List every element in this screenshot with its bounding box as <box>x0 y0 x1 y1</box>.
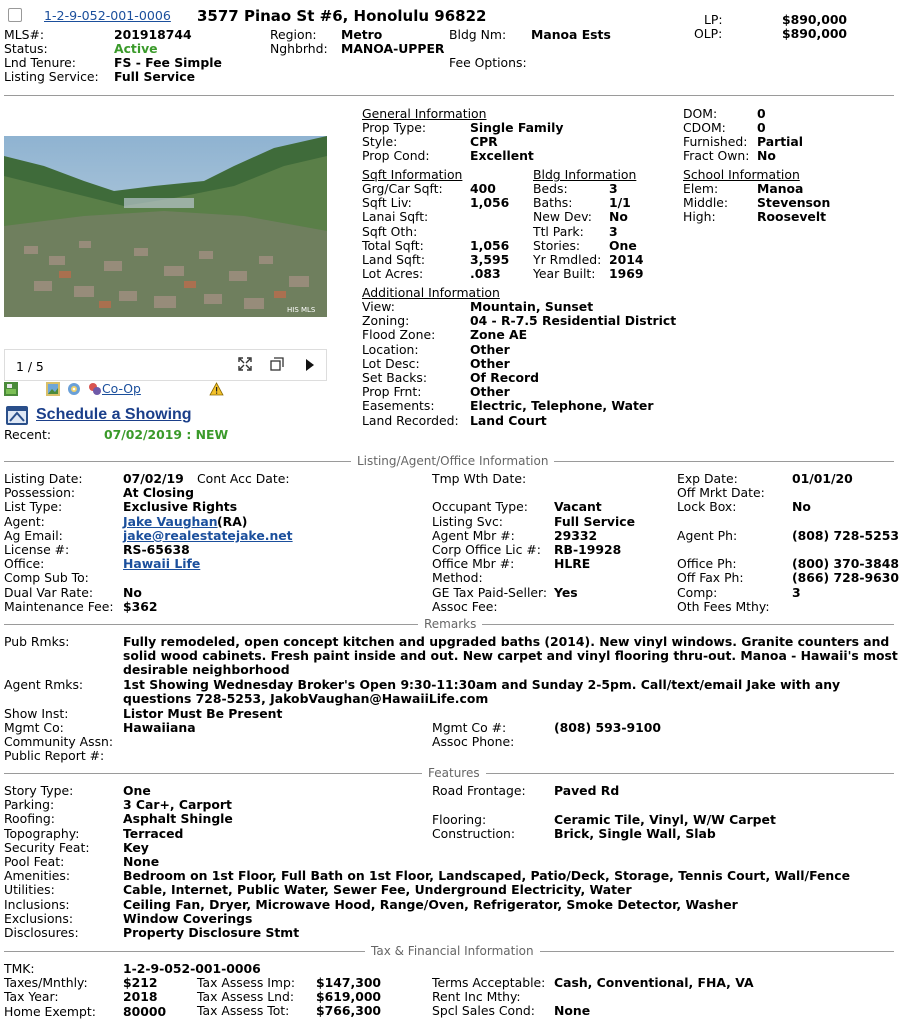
nghbrhd-value: MANOA-UPPER <box>341 41 445 56</box>
field-label: Exclusions: <box>4 910 74 926</box>
mgmt-co-value: Hawaiiana <box>123 720 196 735</box>
field-label: CDOM: <box>683 120 726 135</box>
agent-link[interactable]: Jake Vaughan <box>123 513 218 529</box>
field-label: Agent: <box>4 513 45 529</box>
field-label: Listing Date: <box>4 471 83 486</box>
field-value: Mountain, Sunset <box>470 299 594 314</box>
school-info-title: School Information <box>683 167 800 182</box>
recent-label: Recent: <box>4 427 51 442</box>
coop-link[interactable]: Co-Op <box>102 381 141 396</box>
field-value: No <box>123 584 142 600</box>
field-label: Prop Type: <box>362 120 427 135</box>
field-value: $212 <box>123 975 158 991</box>
field-value: Electric, Telephone, Water <box>470 398 654 414</box>
construction-value: Brick, Single Wall, Slab <box>554 826 716 841</box>
region-value: Metro <box>341 27 383 42</box>
field-label: Story Type: <box>4 783 74 798</box>
field-label: Agent Mbr #: <box>432 527 515 543</box>
general-info-title: General Information <box>362 106 487 121</box>
field-value: 3 <box>609 181 618 196</box>
tenure-label: Lnd Tenure: <box>4 55 76 70</box>
fullscreen-icon[interactable] <box>237 356 253 372</box>
recent-value: 07/02/2019 : NEW <box>104 427 229 442</box>
field-label: Utilities: <box>4 882 55 898</box>
field-value: 1-2-9-052-001-0006 <box>123 961 261 976</box>
field-value: Window Coverings <box>123 910 253 926</box>
field-value: (866) 728-9630 <box>792 570 899 586</box>
field-label: Tax Year: <box>4 989 59 1005</box>
features-section-title: Features <box>422 766 486 780</box>
field-label: Lot Acres: <box>362 266 424 282</box>
mgmt-co-no-label: Mgmt Co #: <box>432 720 507 735</box>
settings-icon[interactable] <box>67 382 81 396</box>
listing-section-title: Listing/Agent/Office Information <box>351 454 554 468</box>
field-value: 1,056 <box>470 195 510 211</box>
field-value: (800) 370-3848 <box>792 556 899 572</box>
field-label: Comp Sub To: <box>4 570 89 586</box>
field-value: Full Service <box>554 513 635 529</box>
mgmt-co-label: Mgmt Co: <box>4 720 64 735</box>
field-label: Security Feat: <box>4 839 90 855</box>
field-label: Grg/Car Sqft: <box>362 181 443 196</box>
show-inst-label: Show Inst: <box>4 706 69 721</box>
select-checkbox[interactable] <box>8 8 22 22</box>
field-value: Other <box>470 355 510 371</box>
field-value: 01/01/20 <box>792 471 853 486</box>
field-label: Inclusions: <box>4 896 70 912</box>
field-label: Possession: <box>4 485 76 501</box>
field-value: Excellent <box>470 148 534 163</box>
mls-value: 201918744 <box>114 27 192 42</box>
warning-icon[interactable] <box>209 382 223 396</box>
field-value: 0 <box>757 106 766 121</box>
field-value: Manoa <box>757 181 804 196</box>
field-label: Elem: <box>683 181 719 196</box>
field-label: Year Built: <box>533 266 596 282</box>
mgmt-co-no-value: (808) 593-9100 <box>554 720 661 735</box>
photo-image <box>4 136 327 317</box>
field-label: Disclosures: <box>4 925 79 940</box>
field-label: Oth Fees Mthy: <box>677 598 770 614</box>
field-label: Off Mrkt Date: <box>677 485 765 501</box>
lp-value: $890,000 <box>782 12 848 27</box>
field-value: One <box>609 237 637 253</box>
field-label: Yr Rmdled: <box>533 252 602 267</box>
pub-remarks-text: Fully remodeled, open concept kitchen and upgraded baths (2014). New vinyl windows. Granite counters and solid wood cabinets. Fresh paint inside and out. New carpet and vinyl flooring thru-out. Manoa - Hawaii's most desirable neighborhood <box>123 634 898 677</box>
road-frontage-value: Paved Rd <box>554 783 620 798</box>
field-label: TMK: <box>4 961 35 976</box>
photo-counter: 1 / 5 <box>16 359 44 374</box>
photo-watermark: HIS MLS <box>287 306 316 314</box>
field-value: 3 <box>792 584 801 600</box>
field-value: No <box>792 499 811 515</box>
service-label: Listing Service: <box>4 69 99 84</box>
header-divider <box>4 95 894 96</box>
field-value: Zone AE <box>470 327 528 343</box>
lp-label: LP: <box>704 12 723 27</box>
field-value: CPR <box>470 134 498 149</box>
field-label: Method: <box>432 570 483 586</box>
cont-acc-label: Cont Acc Date: <box>197 471 290 486</box>
field-value: 04 - R-7.5 Residential District <box>470 313 677 329</box>
field-label: Total Sqft: <box>362 237 424 253</box>
field-value: Partial <box>757 134 803 149</box>
field-label: Comp: <box>677 584 718 600</box>
field-value: 29332 <box>554 527 598 543</box>
field-label: Beds: <box>533 181 568 196</box>
field-value: (808) 728-5253 <box>792 527 899 543</box>
agent-email-link[interactable]: jake@realestatejake.net <box>123 527 293 543</box>
service-value: Full Service <box>114 69 195 84</box>
tenure-value: FS - Fee Simple <box>114 55 222 70</box>
field-value: Single Family <box>470 120 564 135</box>
flooring-label: Flooring: <box>432 812 487 827</box>
field-value: 2018 <box>123 989 158 1005</box>
office-link[interactable]: Hawaii Life <box>123 556 201 572</box>
field-label: Tmp Wth Date: <box>432 471 527 486</box>
additional-info-title: Additional Information <box>362 285 500 300</box>
field-value: Land Court <box>470 412 547 428</box>
field-label: Home Exempt: <box>4 1003 96 1019</box>
field-label: Taxes/Mnthly: <box>4 975 88 991</box>
field-value: 3,595 <box>470 252 510 267</box>
field-value: 400 <box>470 181 496 196</box>
field-label: Occupant Type: <box>432 499 528 515</box>
field-value: 1,056 <box>470 237 510 253</box>
field-value: Ceiling Fan, Dryer, Microwave Hood, Range/Oven, Refrigerator, Smoke Detector, Washer <box>123 896 738 912</box>
field-label: Parking: <box>4 797 55 813</box>
region-label: Region: <box>270 27 317 42</box>
field-label: Agent Ph: <box>677 527 738 543</box>
field-value: HLRE <box>554 556 591 572</box>
sqft-info-title: Sqft Information <box>362 167 463 182</box>
photo-controls <box>4 349 327 381</box>
field-label: Land Sqft: <box>362 252 426 267</box>
field-label: Terms Acceptable: <box>432 975 546 990</box>
field-label: Rent Inc Mthy: <box>432 989 521 1005</box>
field-label: Flood Zone: <box>362 327 436 343</box>
field-label: DOM: <box>683 106 718 121</box>
field-label: View: <box>362 299 395 314</box>
field-label: Tax Assess Tot: <box>197 1003 290 1019</box>
field-label: Sqft Oth: <box>362 223 418 239</box>
field-label: Maintenance Fee: <box>4 598 114 614</box>
field-label: Listing Svc: <box>432 513 503 529</box>
field-suffix: (RA) <box>217 513 248 529</box>
field-value: One <box>123 783 151 798</box>
field-label: Prop Cond: <box>362 148 430 163</box>
field-label: Corp Office Lic #: <box>432 542 541 557</box>
mls-label: MLS#: <box>4 27 45 42</box>
field-value: None <box>123 854 160 869</box>
field-label: Tax Assess Imp: <box>197 975 296 990</box>
field-label: Office: <box>4 556 45 572</box>
field-label: Prop Frnt: <box>362 384 422 400</box>
bldg-value: Manoa Ests <box>531 27 611 42</box>
bldg-info-title: Bldg Information <box>533 167 637 182</box>
field-value: Other <box>470 341 510 357</box>
field-value: 3 Car+, Carport <box>123 797 232 813</box>
field-value: 07/02/19 <box>123 471 184 486</box>
field-label: License #: <box>4 542 70 557</box>
listing-address: 3577 Pinao St #6, Honolulu 96822 <box>197 7 487 25</box>
field-value: 1/1 <box>609 195 631 211</box>
field-value: No <box>609 209 628 225</box>
field-label: Location: <box>362 341 419 357</box>
field-label: Exp Date: <box>677 471 738 486</box>
pub-remarks-label: Pub Rmks: <box>4 634 70 649</box>
road-frontage-label: Road Frontage: <box>432 783 526 798</box>
field-label: Ag Email: <box>4 527 63 543</box>
field-label: Furnished: <box>683 134 748 149</box>
tmk-link[interactable]: 1-2-9-052-001-0006 <box>44 8 171 23</box>
field-label: Tax Assess Lnd: <box>197 989 295 1005</box>
field-label: Assoc Fee: <box>432 598 498 614</box>
field-label: Ttl Park: <box>533 223 584 239</box>
field-label: Easements: <box>362 398 435 414</box>
field-label: Office Ph: <box>677 556 737 572</box>
field-value: RS-65638 <box>123 542 190 557</box>
field-value: $766,300 <box>316 1003 382 1019</box>
schedule-showing-link[interactable]: Schedule a Showing <box>36 406 192 423</box>
field-label: Middle: <box>683 195 729 211</box>
field-label: Set Backs: <box>362 370 427 385</box>
field-label: List Type: <box>4 499 63 515</box>
field-value: Roosevelt <box>757 209 826 225</box>
field-value: RB-19928 <box>554 542 622 557</box>
map-icon[interactable] <box>4 382 18 396</box>
field-label: High: <box>683 209 716 225</box>
agent-remarks-label: Agent Rmks: <box>4 677 84 692</box>
field-label: Fract Own: <box>683 148 750 163</box>
field-label: Spcl Sales Cond: <box>432 1003 535 1019</box>
field-value: Vacant <box>554 499 602 515</box>
popout-icon[interactable] <box>270 357 284 371</box>
field-value: At Closing <box>123 485 194 501</box>
field-value: Other <box>470 384 510 400</box>
field-value: No <box>757 148 776 163</box>
field-label: Lot Desc: <box>362 355 420 371</box>
construction-label: Construction: <box>432 826 516 841</box>
field-value: 2014 <box>609 252 644 267</box>
field-value: Key <box>123 839 149 855</box>
field-value: Cable, Internet, Public Water, Sewer Fee, Underground Electricity, Water <box>123 882 632 898</box>
field-label: New Dev: <box>533 209 592 225</box>
field-value: 1969 <box>609 266 644 282</box>
status-value: Active <box>114 41 158 56</box>
field-label: Amenities: <box>4 868 71 884</box>
field-label: Topography: <box>4 825 80 841</box>
property-photo[interactable] <box>4 136 327 317</box>
field-value: 0 <box>757 120 766 135</box>
community-assn-label: Community Assn: <box>4 734 114 749</box>
field-label: Pool Feat: <box>4 854 65 869</box>
olp-value: $890,000 <box>782 26 848 41</box>
field-value: $619,000 <box>316 989 382 1005</box>
remarks-section-title: Remarks <box>418 617 482 631</box>
field-label: Sqft Liv: <box>362 195 412 211</box>
field-value: Stevenson <box>757 195 831 211</box>
field-value: $147,300 <box>316 975 382 990</box>
field-value: Of Record <box>470 370 540 385</box>
field-label: Stories: <box>533 237 581 253</box>
field-value: Asphalt Shingle <box>123 811 233 827</box>
field-value: $362 <box>123 598 158 614</box>
field-label: Dual Var Rate: <box>4 584 94 600</box>
field-value: Bedroom on 1st Floor, Full Bath on 1st Floor, Landscaped, Patio/Deck, Storage, Tennis Court, Wall/Fence <box>123 868 851 884</box>
tax-section-title: Tax & Financial Information <box>365 944 540 958</box>
fee-options-label: Fee Options: <box>449 55 527 70</box>
field-value: Cash, Conventional, FHA, VA <box>554 975 754 990</box>
field-value: Yes <box>554 584 578 600</box>
field-value: Property Disclosure Stmt <box>123 925 300 940</box>
field-value: None <box>554 1003 591 1019</box>
photo-icon[interactable] <box>46 382 60 396</box>
field-value: Exclusive Rights <box>123 499 238 515</box>
next-photo-icon[interactable] <box>304 358 316 372</box>
nghbrhd-label: Nghbrhd: <box>270 41 328 56</box>
field-value: 80000 <box>123 1003 167 1019</box>
calendar-icon[interactable] <box>5 404 29 426</box>
field-label: Lock Box: <box>677 499 737 515</box>
field-value: .083 <box>470 266 501 282</box>
bldg-label: Bldg Nm: <box>449 27 507 42</box>
field-value: 3 <box>609 223 618 239</box>
field-label: Off Fax Ph: <box>677 570 744 586</box>
coop-icon[interactable] <box>88 382 102 396</box>
field-label: Land Recorded: <box>362 412 459 428</box>
field-label: Style: <box>362 134 398 149</box>
field-label: Office Mbr #: <box>432 556 515 572</box>
field-label: Baths: <box>533 195 573 211</box>
agent-remarks-text: 1st Showing Wednesday Broker's Open 9:30-11:30am and Sunday 2-5pm. Call/text/email Jake with any questions 728-5253, JakobVaughan@HawaiiLife.com <box>123 677 841 706</box>
field-label: Lanai Sqft: <box>362 209 429 225</box>
field-label: Zoning: <box>362 313 410 329</box>
assoc-phone-label: Assoc Phone: <box>432 734 515 749</box>
flooring-value: Ceramic Tile, Vinyl, W/W Carpet <box>554 812 776 827</box>
status-label: Status: <box>4 41 48 56</box>
field-label: Roofing: <box>4 811 55 827</box>
olp-label: OLP: <box>694 26 723 41</box>
field-label: GE Tax Paid-Seller: <box>432 584 548 600</box>
show-inst-value: Listor Must Be Present <box>123 706 283 721</box>
field-value: Terraced <box>123 825 184 841</box>
public-report-label: Public Report #: <box>4 748 105 763</box>
